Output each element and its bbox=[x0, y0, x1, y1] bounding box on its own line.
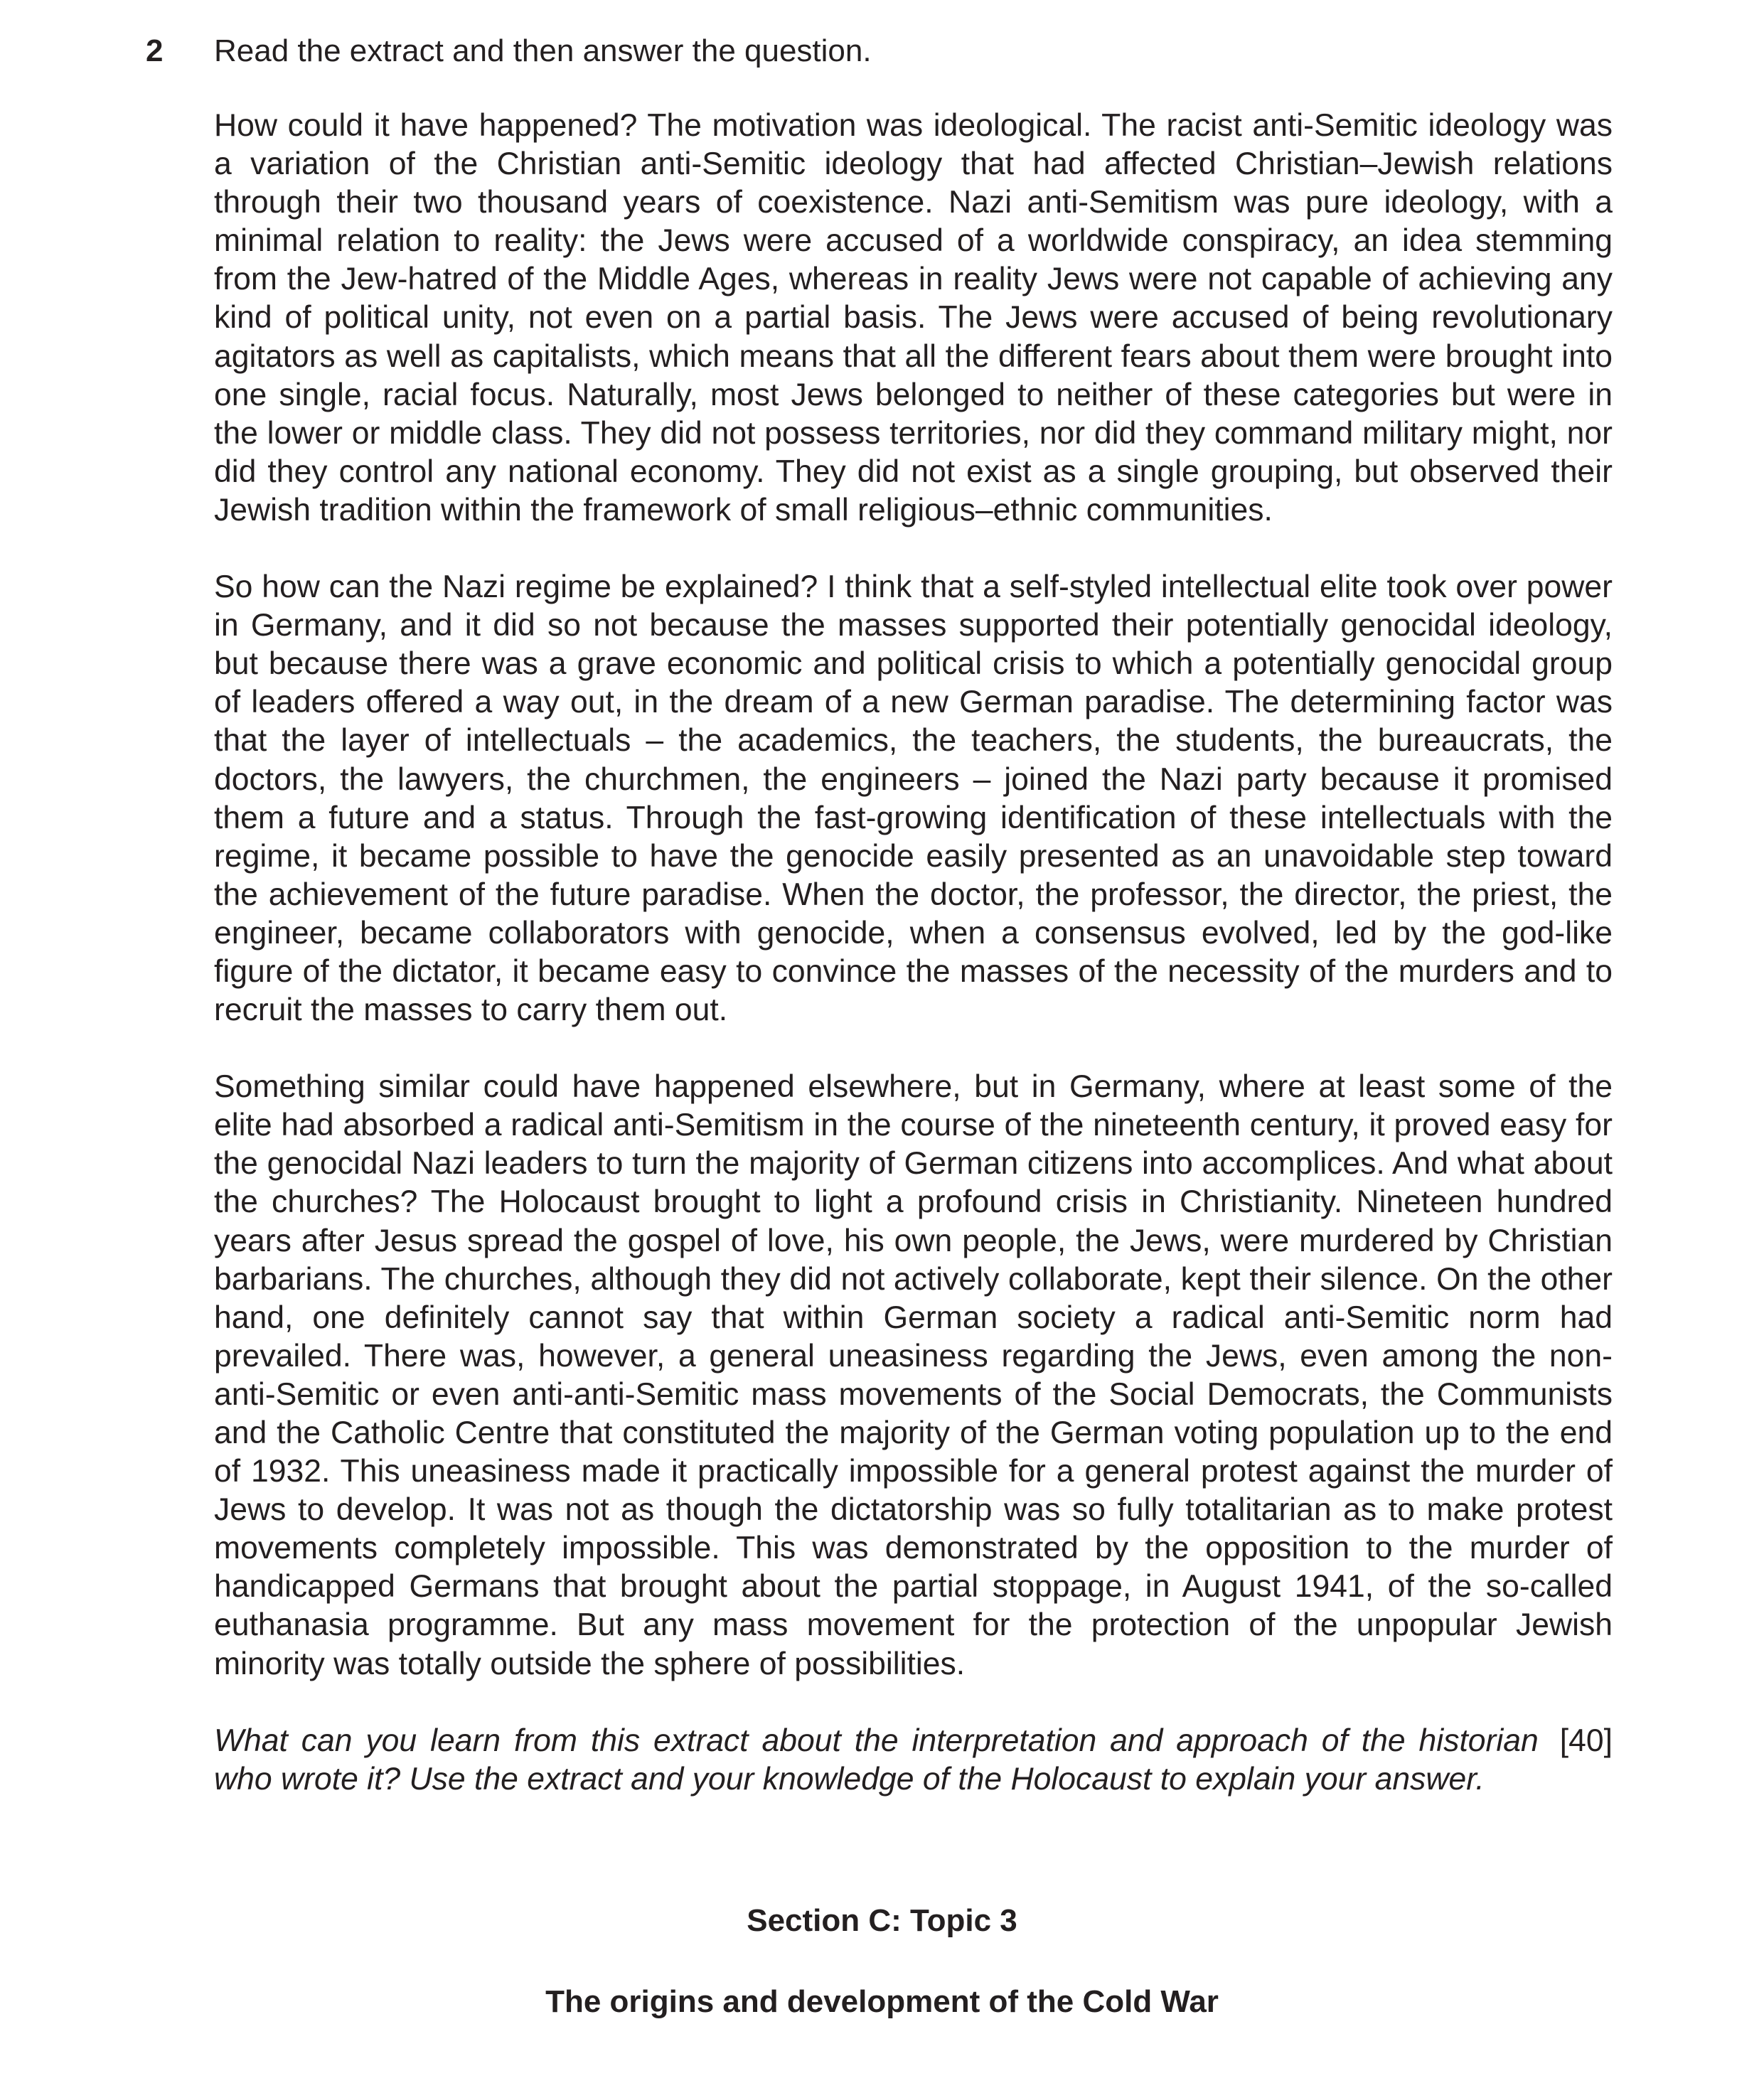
section-title: The origins and development of the Cold War bbox=[545, 1984, 1219, 2019]
question-body bbox=[214, 30, 1613, 1799]
question-number: 2 bbox=[146, 33, 164, 68]
extract-paragraph-3: Something similar could have happened elsewhere, but in Germany, where at least some of the elite had absorbed a radical anti-Semitism in the course of the nineteenth century, it proved easy for the genocidal Nazi leaders to turn the majority of German citizens into accomplices. And what about the churches? The Holocaust brought to light a profound crisis in Christianity. Nineteen hundred years after Jesus spread the gospel of love, his own people, the Jews, were murdered by Christian barbarians. The churches, although they did not actively collaborate, kept their silence. On the other hand, one definitely cannot say that within German society a radical anti-Semitic norm had prevailed. There was, however, a general uneasiness regarding the Jews, even among the non-anti-Semitic or even anti-anti-Semitic mass movements of the Social Democrats, the Communists and the Catholic Centre that constituted the majority of the German voting population up to the end of 1932. This uneasiness made it practically impossible for a general protest against the murder of Jews to develop. It was not as though the dictatorship was so fully totalitarian as to make protest movements completely impossible. This was demonstrated by the opposition to the murder of handicapped Germans that brought about the partial stoppage, in August 1941, of the so-called euthanasia programme. But any mass movement for the protection of the unpopular Jewish minority was totally outside the sphere of possibilities. bbox=[214, 1069, 1613, 1681]
extract-paragraph-1: How could it have happened? The motivation was ideological. The racist anti-Semitic ideology was a variation of the Christian anti-Semitic ideology that had affected Christian–Jewish relations through their two thousand years of coexistence. Nazi anti-Semitism was pure ideology, with a minimal relation to reality: the Jews were accused of a worldwide conspiracy, an idea stemming from the Jew-hatred of the Middle Ages, whereas in reality Jews were not capable of achieving any kind of political unity, not even on a partial basis. The Jews were accused of being revolutionary agitators as well as capitalists, which means that all the different fears about them were brought into one single, racial focus. Naturally, most Jews belonged to neither of these categories but were in the lower or middle class. They did not possess territories, nor did they command military might, nor did they control any national economy. They did not exist as a single grouping, but observed their Jewish tradition within the framework of small religious–ethnic communities. bbox=[214, 108, 1613, 528]
question-prompt bbox=[214, 1722, 1613, 1799]
extract-paragraph-2: So how can the Nazi regime be explained? I think that a self-styled intellectual elite took over power in Germany, and it did so not because the masses supported their potentially genocidal ideology, but because there was a grave economic and political crisis to which a potentially genocidal group of leaders offered a way out, in the dream of a new German paradise. The determining factor was that the layer of intellectuals – the academics, the teachers, the students, the bureaucrats, the doctors, the lawyers, the churchmen, the engineers – joined the Nazi party because it promised them a future and a status. Through the fast-growing identification of these intellectuals with the regime, it became possible to have the genocide easily presented as an unavoidable step toward the achievement of the future paradise. When the doctor, the professor, the director, the priest, the engineer, became collaborators with genocide, when a consensus evolved, led by the god-like figure of the dictator, it became easy to convince the masses of the necessity of the murders and to recruit the masses to carry them out. bbox=[214, 569, 1613, 1028]
question-instruction: Read the extract and then answer the question. bbox=[214, 33, 872, 68]
question-prompt-text: What can you learn from this extract about the interpretation and approach of the historian who wrote it? Use the extract and your knowledge of the Holocaust to explain your answer. bbox=[214, 1723, 1539, 1797]
section-heading: Section C: Topic 3 bbox=[747, 1903, 1017, 1938]
question-marks: [40] bbox=[1559, 1723, 1613, 1758]
